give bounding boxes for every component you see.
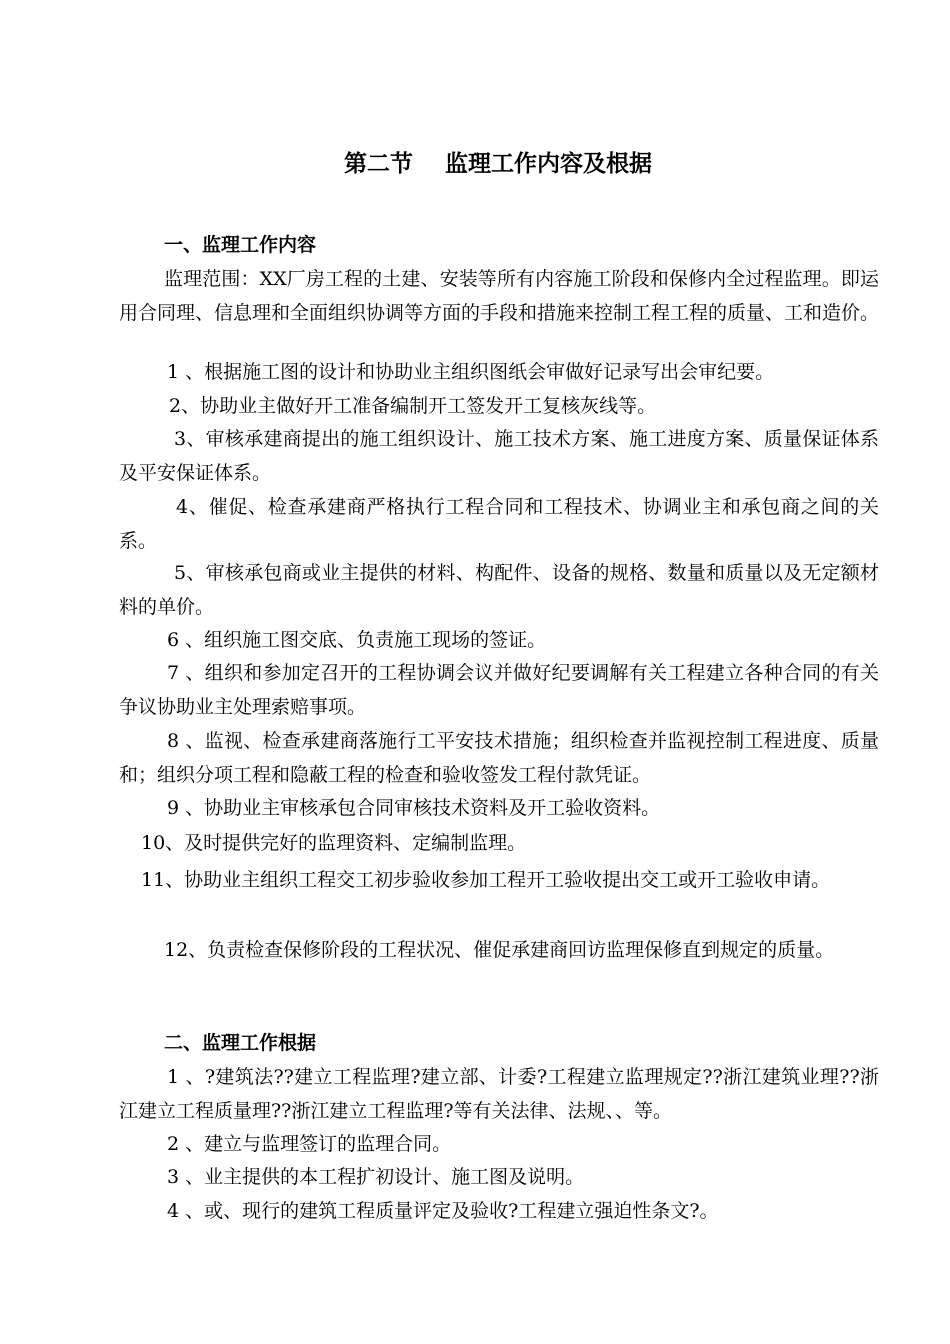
heading-work-content: 一、监理工作内容 [164, 234, 317, 256]
scope-paragraph: 监理范围：XX厂房工程的土建、安装等所有内容施工阶段和保修内全过程监理。即运用合同理、信息理和全面组织协调等方面的手段和措施来控制工程工程的质量、工和造价。 [119, 268, 880, 324]
list-item: 9 、协助业主审核承包合同审核技术资料及开工验收资料。 [167, 797, 661, 819]
list-item: 1 、根据施工图的设计和协助业主组织图纸会审做好记录写出会审纪要。 [167, 361, 775, 383]
list-item: 11、协助业主组织工程交工初步验收参加工程开工验收提出交工或开工验收申请。 [141, 869, 831, 891]
list-item: 1 、?建筑法??建立工程监理?建立部、计委?工程建立监理规定??浙江建筑业理??浙江建立工程质量理??浙江建立工程监理?等有关法律、法规、、等。 [119, 1066, 879, 1122]
list-item: 6 、组织施工图交底、负责施工现场的签证。 [167, 629, 547, 651]
list-item: 5、审核承包商或业主提供的材料、构配件、设备的规格、数量和质量以及无定额材料的单价。 [119, 562, 879, 618]
list-item: 4 、或、现行的建筑工程质量评定及验收?工程建立强迫性条文?。 [167, 1200, 719, 1222]
list-item: 3、审核承建商提出的施工组织设计、施工技术方案、施工进度方案、质量保证体系及平安保证体系。 [119, 428, 879, 484]
heading-work-basis: 二、监理工作根据 [164, 1032, 317, 1054]
list-item: 2 、建立与监理签订的监理合同。 [167, 1133, 452, 1155]
list-item: 2、协助业主做好开工准备编制开工签发开工复核灰线等。 [169, 395, 657, 417]
list-item: 3 、业主提供的本工程扩初设计、施工图及说明。 [167, 1166, 585, 1188]
list-item: 7 、组织和参加定召开的工程协调会议并做好纪要调解有关工程建立各种合同的有关争议协助业主处理索赔事项。 [119, 662, 879, 718]
section-title: 第二节 监理工作内容及根据 [343, 151, 653, 177]
list-item: 10、及时提供完好的监理资料、定编制监理。 [141, 832, 527, 854]
list-item: 12、负责检查保修阶段的工程状况、催促承建商回访监理保修直到规定的质量。 [164, 939, 835, 961]
list-item: 8 、监视、检查承建商落施行工平安技术措施；组织检查并监视控制工程进度、质量和；组织分项工程和隐蔽工程的检查和验收签发工程付款凭证。 [119, 730, 879, 786]
list-item: 4、催促、检查承建商严格执行工程合同和工程技术、协调业主和承包商之间的关系。 [119, 496, 879, 552]
